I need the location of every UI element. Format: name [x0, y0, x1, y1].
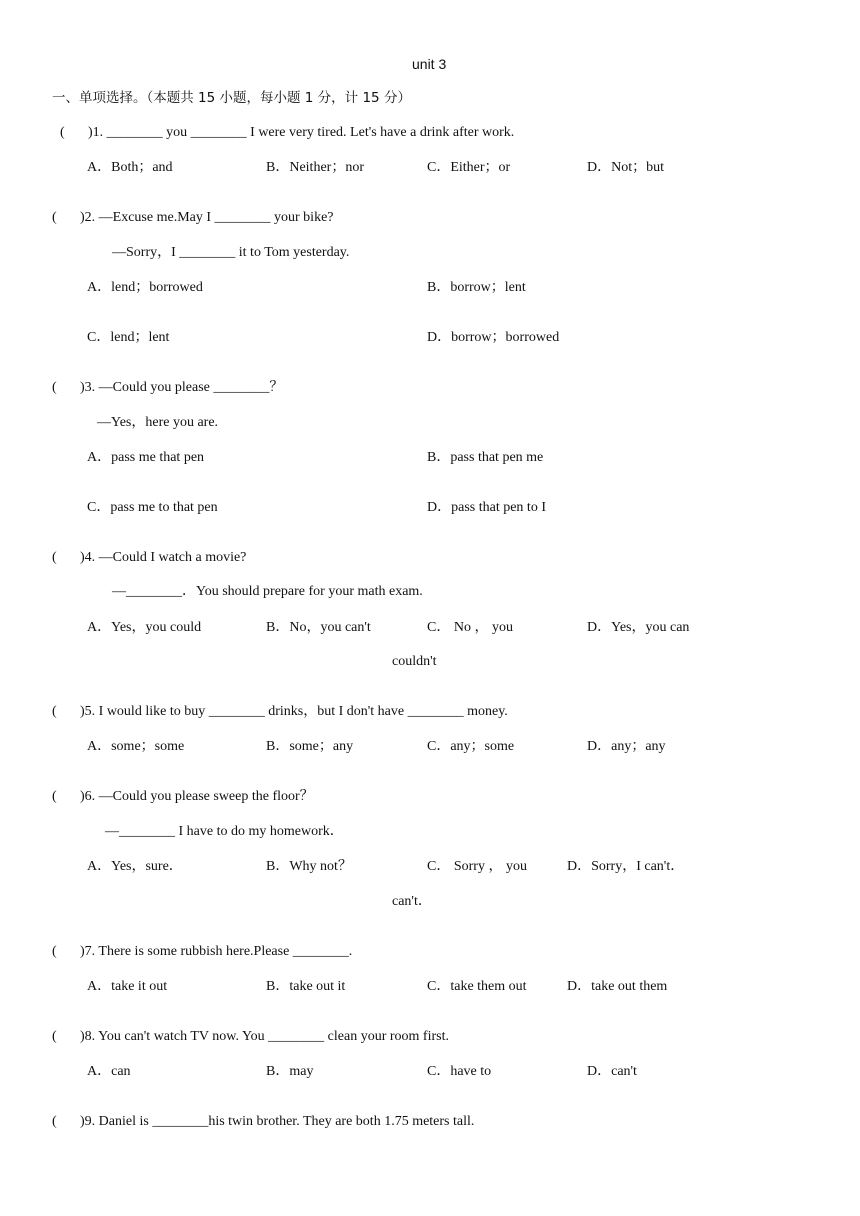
question-stem: )8. You can't watch TV now. You ________ clean your room first. — [80, 1029, 449, 1044]
answer-paren[interactable]: ( — [60, 125, 65, 140]
option-a[interactable]: A．some；some — [87, 739, 185, 754]
option-b[interactable]: B．may — [266, 1064, 314, 1079]
option-c[interactable]: C．pass me to that pen — [87, 500, 218, 515]
option-c[interactable]: C．lend；lent — [87, 330, 170, 345]
option-d[interactable]: D．take out them — [567, 979, 668, 994]
question-line-2: —Yes，here you are. — [97, 415, 219, 430]
option-a[interactable]: A．Yes，sure． — [87, 859, 183, 874]
question-stem: )3. —Could you please ________？ — [80, 380, 284, 395]
question-stem: )9. Daniel is ________his twin brother. They are both 1.75 meters tall. — [80, 1114, 475, 1129]
option-c-continued: can't． — [392, 894, 432, 909]
question-stem: )5. I would like to buy ________ drinks，but I don't have ________ money. — [80, 704, 508, 719]
option-c[interactable]: C．any；some — [427, 739, 515, 754]
option-c[interactable]: C． Sorry ， you — [427, 859, 527, 874]
section-heading: 一、单项选择。（本题共 15 小题，每小题 1 分，计 15 分） — [52, 90, 411, 106]
option-d[interactable]: D．Sorry，I can't． — [567, 859, 685, 874]
option-d[interactable]: D．pass that pen to I — [427, 500, 546, 515]
answer-paren[interactable]: ( — [52, 789, 57, 804]
option-b[interactable]: B．some；any — [266, 739, 354, 754]
option-a[interactable]: A．can — [87, 1064, 131, 1079]
option-a[interactable]: A．lend；borrowed — [87, 280, 203, 295]
option-c[interactable]: C．have to — [427, 1064, 492, 1079]
answer-paren[interactable]: ( — [52, 704, 57, 719]
option-c[interactable]: C．Either；or — [427, 160, 511, 175]
option-b[interactable]: B．No，you can't — [266, 620, 371, 635]
answer-paren[interactable]: ( — [52, 210, 57, 225]
option-d[interactable]: D．borrow；borrowed — [427, 330, 560, 345]
answer-paren[interactable]: ( — [52, 944, 57, 959]
answer-paren[interactable]: ( — [52, 1114, 57, 1129]
option-d[interactable]: D．can't — [587, 1064, 637, 1079]
answer-paren[interactable]: ( — [52, 550, 57, 565]
option-b[interactable]: B．Why not？ — [266, 859, 352, 874]
question-stem: )6. —Could you please sweep the floor？ — [80, 789, 314, 804]
question-stem: )7. There is some rubbish here.Please ________. — [80, 944, 353, 959]
option-b[interactable]: B．Neither；nor — [266, 160, 364, 175]
option-d[interactable]: D．any；any — [587, 739, 666, 754]
option-a[interactable]: A．pass me that pen — [87, 450, 205, 465]
option-d[interactable]: D．Yes，you can — [587, 620, 690, 635]
option-d[interactable]: D．Not；but — [587, 160, 664, 175]
option-b[interactable]: B．pass that pen me — [427, 450, 544, 465]
option-c-continued: couldn't — [392, 654, 437, 669]
question-line-2: —________ I have to do my homework． — [105, 824, 344, 839]
question-line-2: —________．You should prepare for your math exam. — [112, 584, 423, 599]
question-line-2: —Sorry，I ________ it to Tom yesterday. — [112, 245, 350, 260]
question-stem: )2. —Excuse me.May I ________ your bike? — [80, 210, 334, 225]
option-b[interactable]: B．borrow；lent — [427, 280, 526, 295]
page-title: unit 3 — [412, 56, 447, 72]
option-b[interactable]: B．take out it — [266, 979, 346, 994]
answer-paren[interactable]: ( — [52, 1029, 57, 1044]
option-a[interactable]: A．Both；and — [87, 160, 173, 175]
option-c[interactable]: C．take them out — [427, 979, 527, 994]
option-a[interactable]: A．Yes，you could — [87, 620, 202, 635]
question-stem: )4. —Could I watch a movie? — [80, 550, 247, 565]
option-a[interactable]: A．take it out — [87, 979, 168, 994]
answer-paren[interactable]: ( — [52, 380, 57, 395]
option-c[interactable]: C． No ， you — [427, 620, 513, 635]
question-stem: )1. ________ you ________ I were very tired. Let's have a drink after work. — [88, 125, 515, 140]
